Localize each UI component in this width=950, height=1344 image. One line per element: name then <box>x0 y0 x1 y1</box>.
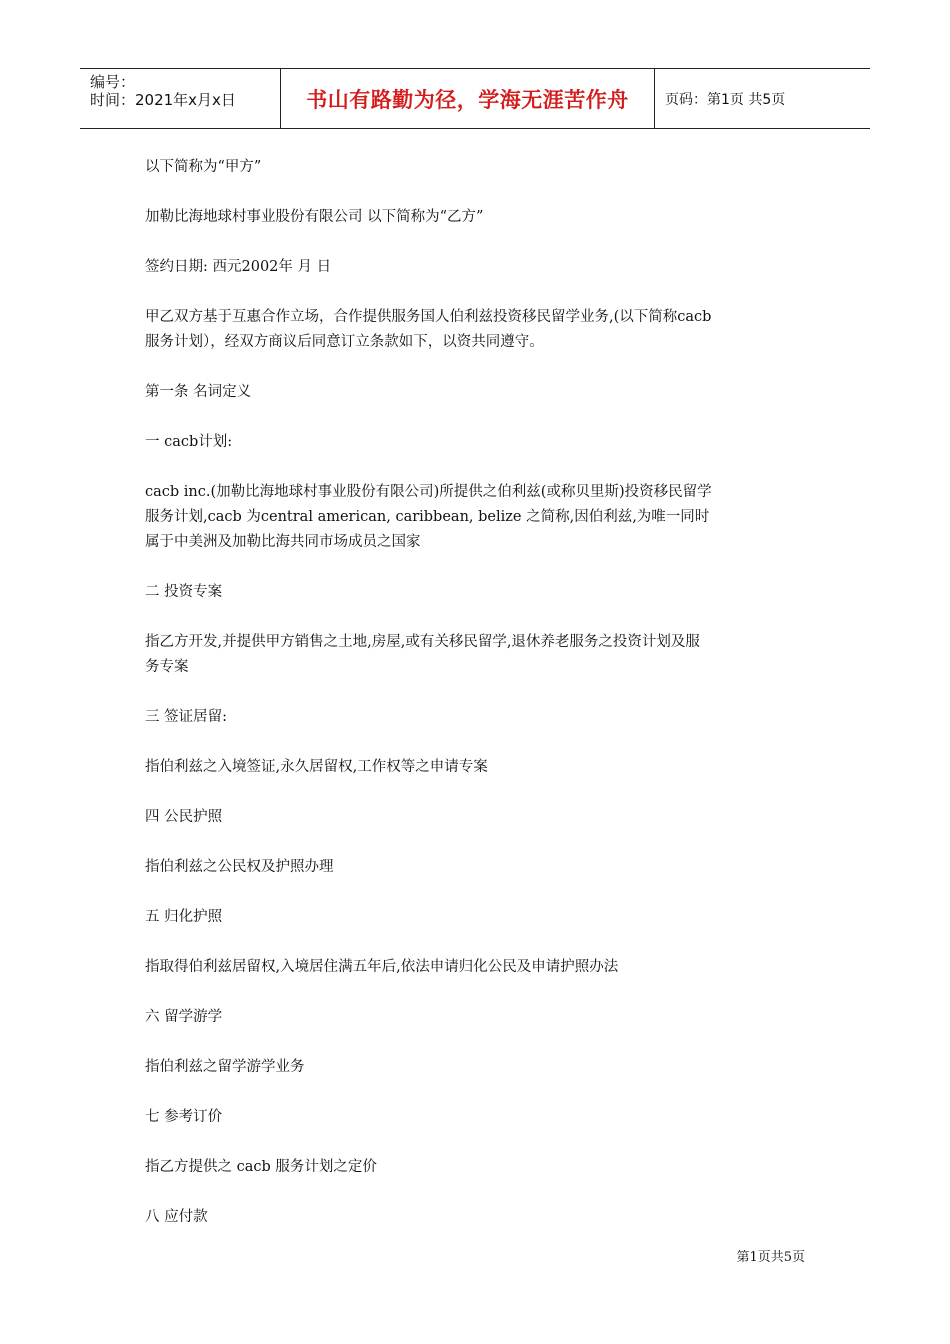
page-footer: 第1页共5页 <box>736 1250 805 1265</box>
term-heading: 三 签证居留: <box>145 709 227 725</box>
paragraph: 指乙方提供之 cacb 服务计划之定价 <box>145 1159 377 1175</box>
page-header <box>80 68 870 129</box>
section-heading: 第一条 名词定义 <box>145 384 252 400</box>
paragraph: 指伯利兹之留学游学业务 <box>145 1059 305 1075</box>
paragraph: 指取得伯利兹居留权,入境居住满五年后,依法申请归化公民及申请护照办法 <box>145 959 619 975</box>
paragraph: 指伯利兹之公民权及护照办理 <box>145 859 334 875</box>
time-label: 时间：2021年x月x日 <box>90 91 236 109</box>
term-heading: 六 留学游学 <box>145 1009 223 1025</box>
term-heading: 一 cacb计划: <box>145 434 233 450</box>
paragraph: 以下简称为“甲方” <box>145 159 262 175</box>
header-motto: 书山有路勤为径，学海无涯苦作舟 <box>281 69 655 128</box>
paragraph: 加勒比海地球村事业股份有限公司 以下简称为“乙方” <box>145 209 484 225</box>
number-label: 编号： <box>90 73 136 91</box>
paragraph: cacb inc.(加勒比海地球村事业股份有限公司)所提供之伯利兹(或称贝里斯)投资移民留学 服务计划,cacb 为central american, caribbean, belize 之简称,因伯利兹,为唯一同时 属于中美洲及加勒比海共同市场成员之国家 <box>145 484 712 550</box>
paragraph: 签约日期: 西元2002年 月 日 <box>145 259 332 275</box>
term-heading: 七 参考订价 <box>145 1109 223 1125</box>
term-heading: 二 投资专案 <box>145 584 223 600</box>
term-heading: 五 归化护照 <box>145 909 223 925</box>
term-heading: 四 公民护照 <box>145 809 223 825</box>
paragraph: 甲乙双方基于互惠合作立场，合作提供服务国人伯利兹投资移民留学业务,(以下简称cacb 服务计划），经双方商议后同意订立条款如下，以资共同遵守。 <box>145 309 712 350</box>
paragraph: 指伯利兹之入境签证,永久居留权,工作权等之申请专案 <box>145 759 488 775</box>
header-meta <box>80 69 281 128</box>
header-page-info: 页码：第1页 共5页 <box>665 91 786 108</box>
paragraph: 指乙方开发,并提供甲方销售之土地,房屋,或有关移民留学,退休养老服务之投资计划及服 务专案 <box>145 634 700 675</box>
term-heading: 八 应付款 <box>145 1209 208 1225</box>
